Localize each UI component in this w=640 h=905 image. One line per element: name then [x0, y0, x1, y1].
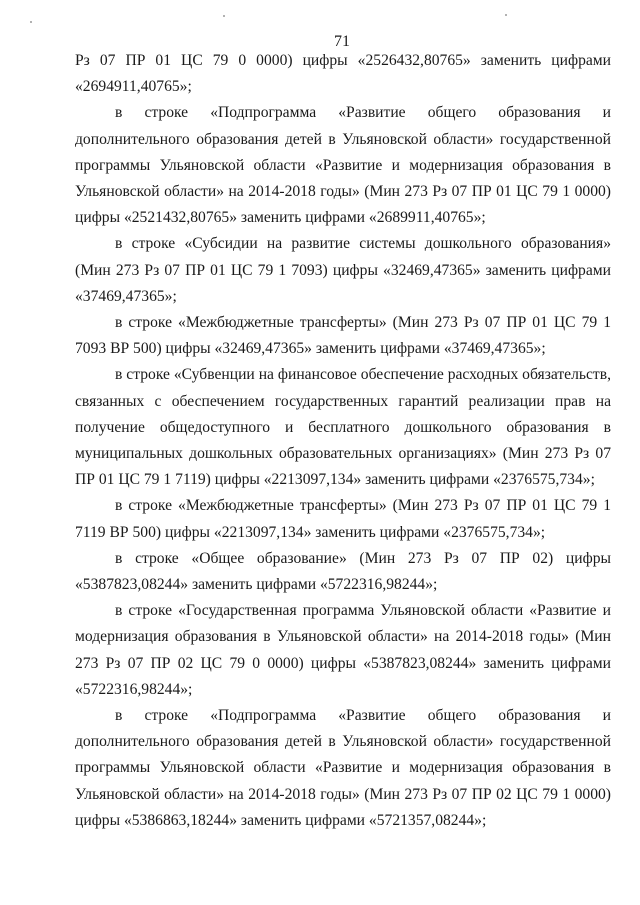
paragraph: в строке «Государственная программа Ульяновской области «Развитие и модернизация образования в Ульяновской области» на 2014-2018 годы» (Мин 273 Рз 07 ПР 02 ЦС 79 0 0000) цифры «5387823,08244» заменить цифрами «5722316,98244»; — [75, 602, 611, 698]
paragraph: в строке «Подпрограмма «Развитие общего образования и дополнительного образования детей в Ульяновской области» государственной программы Ульяновской области «Развитие и модернизация образования в Ульяновской области» на 2014-2018 годы» (Мин 273 Рз 07 ПР 02 ЦС 79 1 0000) цифры «5386863,18244» заменить цифрами «5721357,08244»; — [75, 707, 611, 829]
paragraph: в строке «Субвенции на финансовое обеспечение расходных обязательств, связанных с обеспечением государственных гарантий реализации прав на получение общедоступного и бесплатного дошкольного образования в муниципальных дошкольных образовательных организациях» (Мин 273 Рз 07 ПР 01 ЦС 79 1 7119) цифры «2213097,134» заменить цифрами «2376575,734»; — [75, 366, 611, 489]
scan-speck — [223, 15, 225, 17]
scan-speck — [505, 14, 507, 16]
paragraph: в строке «Субсидии на развитие системы дошкольного образования» (Мин 273 Рз 07 ПР 01 ЦС 79 1 7093) цифры «32469,47365» заменить цифрами «37469,47365»; — [75, 235, 611, 305]
scan-speck — [30, 21, 32, 23]
document-body — [75, 48, 611, 834]
paragraph: в строке «Межбюджетные трансферты» (Мин 273 Рз 07 ПР 01 ЦС 79 1 7093 ВР 500) цифры «32469,47365» заменить цифрами «37469,47365»; — [75, 314, 611, 358]
page-number: 71 — [334, 33, 350, 50]
paragraph: в строке «Межбюджетные трансферты» (Мин 273 Рз 07 ПР 01 ЦС 79 1 7119 ВР 500) цифры «2213097,134» заменить цифрами «2376575,734»; — [75, 497, 611, 541]
paragraph: в строке «Общее образование» (Мин 273 Рз 07 ПР 02) цифры «5387823,08244» заменить цифрами «5722316,98244»; — [75, 549, 611, 594]
paragraph: Рз 07 ПР 01 ЦС 79 0 0000) цифры «2526432,80765» заменить цифрами «2694911,40765»; — [75, 52, 611, 96]
paragraph: в строке «Подпрограмма «Развитие общего образования и дополнительного образования детей в Ульяновской области» государственной программы Ульяновской области «Развитие и модернизация образования в Ульяновской области» на 2014-2018 годы» (Мин 273 Рз 07 ПР 01 ЦС 79 1 0000) цифры «2521432,80765» заменить цифрами «2689911,40765»; — [75, 104, 611, 227]
